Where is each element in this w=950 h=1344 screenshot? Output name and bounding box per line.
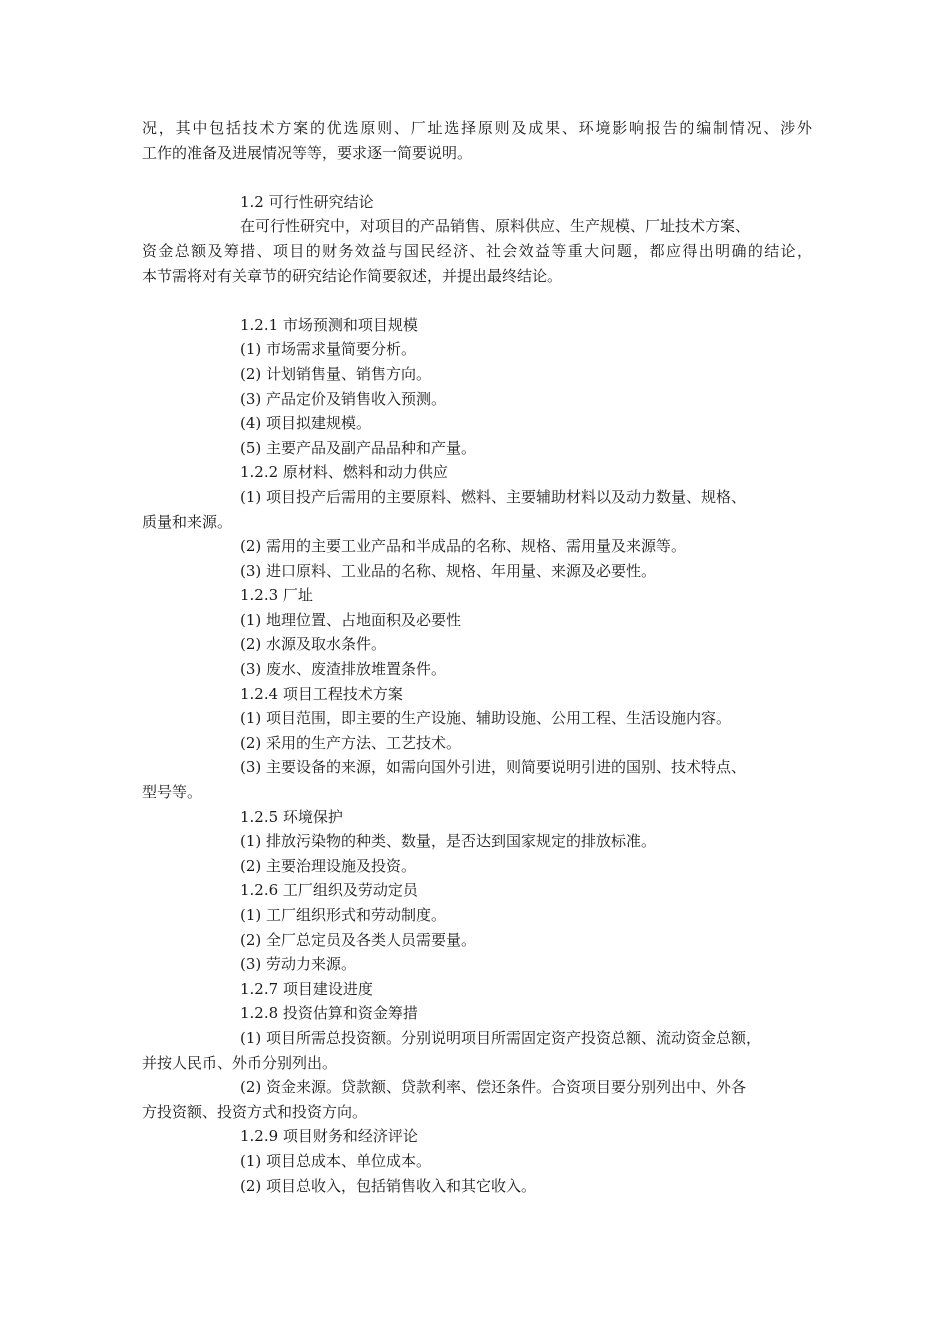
- section-1-2-heading: 1.2 可行性研究结论: [240, 192, 374, 211]
- list-item: (2) 项目总收入，包括销售收入和其它收入。: [240, 1176, 537, 1195]
- section-1-2-1-heading: 1.2.1 市场预测和项目规模: [240, 315, 418, 334]
- list-item: (1) 地理位置、占地面积及必要性: [240, 610, 462, 629]
- list-item: (1) 排放污染物的种类、数量，是否达到国家规定的排放标准。: [240, 832, 657, 851]
- spacer: [142, 165, 812, 190]
- intro-line-2: 工作的准备及进展情况等等，要求逐一简要说明。: [142, 143, 473, 162]
- list-item: (3) 产品定价及销售收入预测。: [240, 389, 447, 408]
- section-1-2-7-heading: 1.2.7 项目建设进度: [240, 979, 373, 998]
- list-item: (1) 项目总成本、单位成本。: [240, 1151, 432, 1170]
- list-item: (1) 项目所需总投资额。分别说明项目所需固定资产投资总额、流动资金总额，: [240, 1028, 762, 1047]
- list-item: (2) 水源及取水条件。: [240, 635, 387, 654]
- list-item: (2) 计划销售量、销售方向。: [240, 364, 432, 383]
- list-item: (1) 工厂组织形式和劳动制度。: [240, 906, 447, 924]
- section-1-2-4-heading: 1.2.4 项目工程技术方案: [240, 684, 403, 703]
- list-item-continuation: 方投资额、投资方式和投资方向。: [142, 1102, 368, 1121]
- list-item: (2) 全厂总定员及各类人员需要量。: [240, 930, 477, 949]
- list-item: (1) 市场需求量简要分析。: [240, 340, 417, 359]
- list-item: (2) 采用的生产方法、工艺技术。: [240, 733, 462, 752]
- spacer: [142, 288, 812, 313]
- section-1-2-para-line-3: 本节需将对有关章节的研究结论作简要叙述，并提出最终结论。: [142, 266, 563, 285]
- section-1-2-3-heading: 1.2.3 厂址: [240, 586, 313, 605]
- list-item-continuation: 型号等。: [142, 783, 203, 802]
- list-item: (3) 废水、废渣排放堆置条件。: [240, 660, 447, 679]
- section-1-2-8-heading: 1.2.8 投资估算和资金筹措: [240, 1004, 418, 1023]
- section-1-2-2-heading: 1.2.2 原材料、燃料和动力供应: [240, 463, 448, 482]
- list-item: (2) 资金来源。贷款额、贷款利率、偿还条件。合资项目要分别列出中、外各: [240, 1078, 747, 1097]
- section-1-2-5-heading: 1.2.5 环境保护: [240, 807, 343, 826]
- list-item: (5) 主要产品及副产品品种和产量。: [240, 438, 477, 457]
- list-item: (3) 主要设备的来源，如需向国外引进，则简要说明引进的国别、技术特点、: [240, 758, 747, 777]
- list-item-continuation: 并按人民币、外币分别列出。: [142, 1053, 338, 1072]
- list-item: (3) 进口原料、工业品的名称、规格、年用量、来源及必要性。: [240, 561, 657, 580]
- list-item: (2) 主要治理设施及投资。: [240, 856, 417, 875]
- section-1-2-6-heading: 1.2.6 工厂组织及劳动定员: [240, 881, 418, 900]
- section-1-2-para-line-1: 在可行性研究中，对项目的产品销售、原料供应、生产规模、厂址技术方案、: [240, 217, 751, 236]
- intro-line-1: 况，其中包括技术方案的优选原则、厂址选择原则及成果、环境影响报告的编制情况、涉外: [142, 119, 812, 137]
- list-item: (3) 劳动力来源。: [240, 955, 357, 974]
- section-1-2-para-line-2: 资金总额及筹措、项目的财务效益与国民经济、社会效益等重大问题，都应得出明确的结论，: [142, 241, 812, 260]
- list-item: (1) 项目投产后需用的主要原料、燃料、主要辅助材料以及动力数量、规格、: [240, 487, 747, 506]
- list-item-continuation: 质量和来源。: [142, 512, 233, 531]
- section-1-2-9-heading: 1.2.9 项目财务和经济评论: [240, 1127, 418, 1146]
- list-item: (1) 项目范围，即主要的生产设施、辅助设施、公用工程、生活设施内容。: [240, 709, 732, 728]
- document-body: [142, 116, 812, 1198]
- list-item: (4) 项目拟建规模。: [240, 414, 372, 433]
- list-item: (2) 需用的主要工业产品和半成品的名称、规格、需用量及来源等。: [240, 537, 687, 556]
